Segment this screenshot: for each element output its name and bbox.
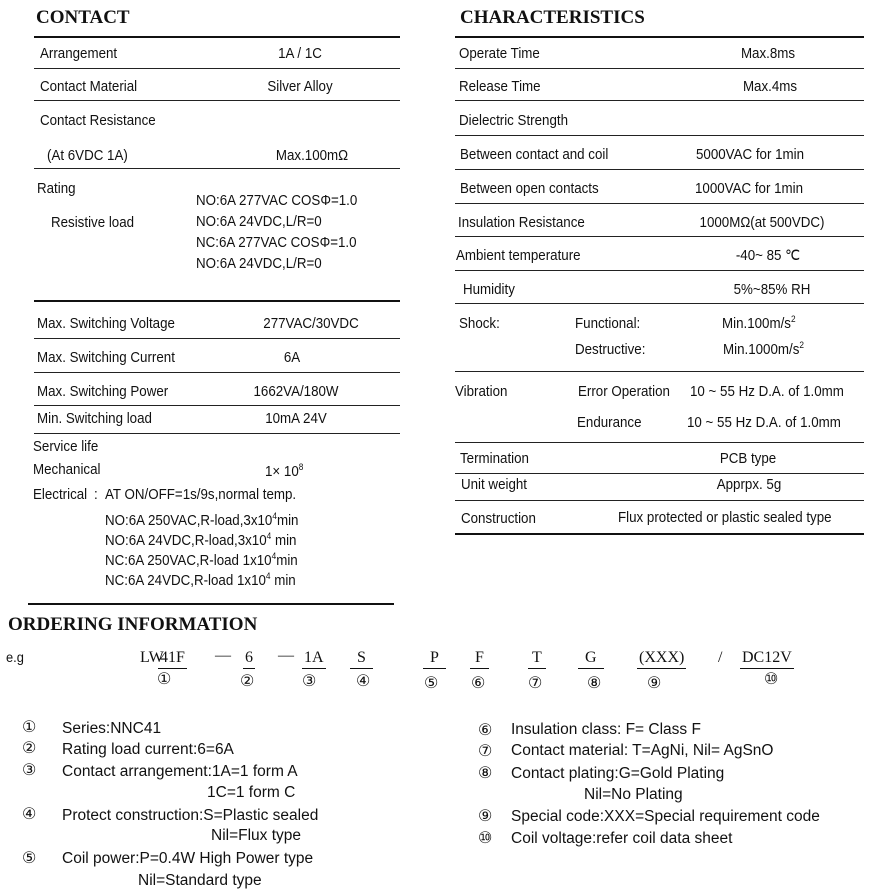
divider xyxy=(34,100,400,101)
legend-number: ② xyxy=(22,740,37,757)
legend-text: Contact arrangement:1A=1 form A xyxy=(62,763,298,780)
divider xyxy=(455,303,864,304)
code-material: T xyxy=(528,649,546,669)
dielectric-label: Dielectric Strength xyxy=(459,113,568,129)
code-dash: — xyxy=(215,647,231,664)
divider xyxy=(28,603,394,605)
legend-extra: Nil=Flux type xyxy=(211,827,302,844)
termination-value: PCB type xyxy=(719,451,777,467)
legend-extra: 1C=1 form C xyxy=(207,784,296,801)
marker-7: ⑦ xyxy=(528,675,543,692)
divider xyxy=(34,433,400,434)
vibration-endurance-label: Endurance xyxy=(577,415,642,431)
max-voltage-value: 277VAC/30VDC xyxy=(263,316,359,332)
resistance-sub: (At 6VDC 1A) xyxy=(47,148,128,164)
code-special: (XXX) xyxy=(637,649,686,669)
min-load-value: 10mA 24V xyxy=(265,411,327,427)
divider xyxy=(34,338,400,339)
divider xyxy=(455,135,864,136)
insulation-label: Insulation Resistance xyxy=(458,215,585,231)
humidity-label: Humidity xyxy=(463,282,515,298)
legend-number: ⑨ xyxy=(478,808,493,825)
divider xyxy=(455,473,864,474)
legend-number: ⑦ xyxy=(478,743,493,760)
contact-coil-label: Between contact and coil xyxy=(460,147,609,163)
legend-number: ⑤ xyxy=(22,850,37,867)
construction-label: Construction xyxy=(461,511,536,527)
rating-label: Rating xyxy=(37,181,76,197)
divider xyxy=(455,36,864,38)
electrical-line: NC:6A 24VDC,R-load $1x10^4$ min xyxy=(105,571,296,589)
vibration-endurance-value: 10 ~ 55 Hz D.A. of 1.0mm xyxy=(687,415,841,431)
unit-weight-label: Unit weight xyxy=(461,477,527,493)
legend-text: Coil power:P=0.4W High Power type xyxy=(62,850,314,867)
electrical-line: NC:6A 250VAC,R-load $1x10^4\min$ xyxy=(105,551,298,569)
legend-text: Insulation class: F= Class F xyxy=(511,721,701,738)
divider xyxy=(455,68,864,69)
legend-number: ① xyxy=(22,719,37,736)
marker-4: ④ xyxy=(356,673,371,690)
rating-line: NO:6A 24VDC,L/R=0 xyxy=(196,214,322,230)
shock-label: Shock: xyxy=(459,316,500,332)
unit-weight-value: Apprpx. 5g xyxy=(716,477,782,493)
material-label: Contact Material xyxy=(40,79,138,95)
legend-text: Series:NNC41 xyxy=(62,720,162,737)
mechanical-value: $1\times 10^8$ xyxy=(265,462,304,480)
electrical-line: NO:6A $24VDC,R-load,3x10^4$ min xyxy=(105,531,297,549)
code-load: 6 xyxy=(243,649,255,669)
termination-label: Termination xyxy=(460,451,529,467)
legend-number: ③ xyxy=(22,762,37,779)
max-voltage-label: Max. Switching Voltage xyxy=(37,316,175,332)
legend-text: Coil voltage:refer coil data sheet xyxy=(511,830,733,847)
marker-5: ⑤ xyxy=(424,675,439,692)
marker-10: ⑩ xyxy=(764,671,779,688)
marker-6: ⑥ xyxy=(471,675,486,692)
shock-functional-label: Functional: xyxy=(575,316,641,332)
electrical-line: NO:6A $250VAC,R-load,3x10^4\min$ xyxy=(105,511,299,529)
material-value: Silver Alloy xyxy=(267,79,333,95)
mechanical-label: Mechanical xyxy=(33,462,101,478)
divider xyxy=(455,270,864,271)
rating-line: NO:6A 277VAC COSΦ=1.0 xyxy=(196,193,358,209)
arrangement-label: Arrangement xyxy=(40,46,118,62)
legend-number: ⑧ xyxy=(478,765,493,782)
ordering-heading: ORDERING INFORMATION xyxy=(8,614,258,635)
code-prefix: LW xyxy=(140,649,164,666)
legend-extra: Nil=Standard type xyxy=(138,872,262,889)
divider xyxy=(34,68,400,69)
release-label: Release Time xyxy=(459,79,541,95)
open-contacts-label: Between open contacts xyxy=(460,181,599,197)
vibration-error-label: Error Operation xyxy=(578,384,670,400)
divider xyxy=(34,300,400,302)
divider xyxy=(455,100,864,101)
code-plating: G xyxy=(578,649,604,669)
arrangement-value: 1A / 1C xyxy=(278,46,322,62)
rating-line: NO:6A 24VDC,L/R=0 xyxy=(196,256,322,272)
vibration-error-value: 10 ~ 55 Hz D.A. of 1.0mm xyxy=(690,384,844,400)
code-slash: / xyxy=(718,649,723,666)
divider xyxy=(455,442,864,443)
max-power-value: 1662VA/180W xyxy=(253,384,339,400)
divider xyxy=(34,168,400,169)
humidity-value: 5%~85% RH xyxy=(733,282,811,298)
ambient-label: Ambient temperature xyxy=(456,248,581,264)
divider xyxy=(455,500,864,501)
legend-number: ⑥ xyxy=(478,722,493,739)
resistance-label: Contact Resistance xyxy=(40,113,156,129)
resistance-value: Max.100mΩ xyxy=(275,148,349,164)
service-life-label: Service life xyxy=(33,439,99,455)
min-load-label: Min. Switching load xyxy=(37,411,152,427)
characteristics-heading: CHARACTERISTICS xyxy=(460,7,645,28)
legend-extra: Nil=No Plating xyxy=(584,786,683,803)
vibration-label: Vibration xyxy=(455,384,508,400)
divider xyxy=(455,371,864,372)
electrical-condition: AT ON/OFF=1s/9s,normal temp. xyxy=(105,487,297,503)
marker-8: ⑧ xyxy=(587,675,602,692)
marker-9: ⑨ xyxy=(647,675,662,692)
rating-line: NC:6A 277VAC COSΦ=1.0 xyxy=(196,235,357,251)
max-power-label: Max. Switching Power xyxy=(37,384,169,400)
code-dash: — xyxy=(278,647,294,664)
contact-coil-value: 5000VAC for 1min xyxy=(695,147,805,163)
operate-label: Operate Time xyxy=(459,46,540,62)
code-power: P xyxy=(423,649,446,669)
divider xyxy=(34,405,400,406)
legend-text: Contact plating:G=Gold Plating xyxy=(511,765,725,782)
code-protect: S xyxy=(350,649,373,669)
operate-value: Max.8ms xyxy=(740,46,796,62)
legend-text: Rating load current:6=6A xyxy=(62,741,234,758)
code-arrangement: 1A xyxy=(302,649,326,669)
eg-label: e.g xyxy=(6,649,24,665)
shock-functional-value: $Min.100m/s^2$ xyxy=(722,314,796,332)
code-insulation: F xyxy=(470,649,489,669)
code-series: 41F xyxy=(158,649,187,669)
divider xyxy=(455,533,864,535)
legend-text: Contact material: T=AgNi, Nil= AgSnO xyxy=(511,742,774,759)
ambient-value: -40~ 85 ℃ xyxy=(735,248,801,264)
divider xyxy=(455,236,864,237)
code-voltage: DC12V xyxy=(740,649,794,669)
insulation-value: 1000MΩ(at 500VDC) xyxy=(699,215,825,231)
max-current-label: Max. Switching Current xyxy=(37,350,175,366)
divider xyxy=(34,372,400,373)
release-value: Max.4ms xyxy=(742,79,798,95)
max-current-value: 6A xyxy=(283,350,301,366)
marker-3: ③ xyxy=(302,673,317,690)
legend-number: ⑩ xyxy=(478,830,493,847)
shock-destructive-label: Destructive: xyxy=(575,342,646,358)
legend-text: Special code:XXX=Special requirement code xyxy=(511,808,820,825)
shock-destructive-value: $Min.1000m/s^2$ xyxy=(723,340,804,358)
legend-number: ④ xyxy=(22,806,37,823)
rating-sub: Resistive load xyxy=(51,215,135,231)
legend-text: Protect construction:S=Plastic sealed xyxy=(62,807,319,824)
construction-value: Flux protected or plastic sealed type xyxy=(618,510,832,526)
divider xyxy=(455,203,864,204)
contact-heading: CONTACT xyxy=(36,7,130,28)
open-contacts-value: 1000VAC for 1min xyxy=(694,181,804,197)
electrical-label: Electrical xyxy=(33,487,88,503)
marker-1: ① xyxy=(157,671,172,688)
electrical-colon: : xyxy=(94,487,98,503)
marker-2: ② xyxy=(240,673,255,690)
divider xyxy=(34,36,400,38)
divider xyxy=(455,169,864,170)
